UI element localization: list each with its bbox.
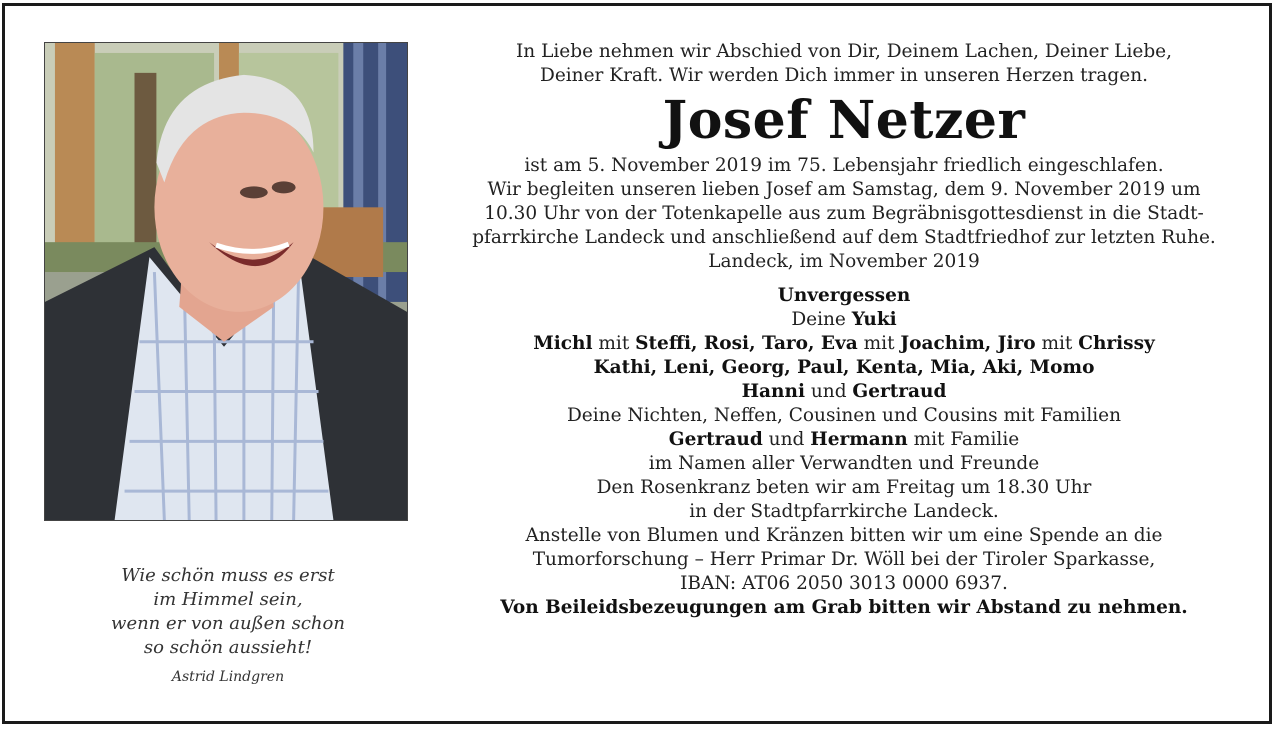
portrait-illustration [45,43,407,520]
mourner-name: Steffi, Rosi, Taro, Eva [635,333,858,354]
donation-line: Tumorforschung – Herr Primar Dr. Wöll bei der Tiroler Sparkasse, [532,549,1156,570]
intro-line: In Liebe nehmen wir Abschied von Dir, Deinem Lachen, Deiner Liebe, [515,41,1173,62]
mourner-name: Chrissy [1078,333,1155,354]
mourner-text: und [804,381,853,402]
mourner-text: mit [857,333,901,354]
mourners-list [446,284,1242,476]
mourner-text: im Namen aller Verwandten und Freunde [648,453,1040,474]
portrait-photo [44,42,408,521]
place-date: Landeck, im November 2019 [708,251,980,272]
rosary-info [446,476,1242,524]
quote-author: Astrid Lindgren [171,669,285,685]
funeral-line: Wir begleiten unseren lieben Josef am Samstag, dem 9. November 2019 um [487,179,1201,200]
mourner-name: Michl [533,333,593,354]
quote-line: im Himmel sein, [153,589,303,610]
mourners-heading: Unvergessen [777,285,911,306]
donation-info [446,524,1242,596]
death-notice: ist am 5. November 2019 im 75. Lebensjahr friedlich eingeschlafen. [524,155,1164,176]
closing-note: Von Beileidsbezeugungen am Grab bitten wir Abstand zu nehmen. [500,597,1188,618]
deceased-name: Josef Netzer [662,90,1026,151]
mourner-name: Hermann [810,429,908,450]
donation-line: Anstelle von Blumen und Kränzen bitten wir um eine Spende an die [525,525,1163,546]
quote-line: Wie schön muss es erst [121,565,335,586]
rosary-line: Den Rosenkranz beten wir am Freitag um 18.30 Uhr [596,477,1092,498]
rosary-line: in der Stadtpfarrkirche Landeck. [689,501,999,522]
intro-text [446,40,1242,88]
intro-line: Deiner Kraft. Wir werden Dich immer in unseren Herzen tragen. [539,65,1149,86]
mourner-name: Joachim, Jiro [900,333,1036,354]
funeral-line: 10.30 Uhr von der Totenkapelle aus zum Begräbnisgottesdienst in die Stadt- [484,203,1204,224]
quote-block [44,564,412,686]
funeral-line: pfarrkirche Landeck und anschließend auf dem Stadtfriedhof zur letzten Ruhe. [472,227,1216,248]
funeral-details [446,178,1242,250]
mourner-text: und [762,429,811,450]
quote-line: wenn er von außen schon [111,613,345,634]
mourner-name: Gertraud [668,429,763,450]
mourner-text: Deine Nichten, Neffen, Cousinen und Cousins mit Familien [566,405,1122,426]
mourner-name: Yuki [851,309,897,330]
mourner-name: Hanni [741,381,805,402]
quote-line: so schön aussieht! [143,637,313,658]
mourner-text: mit [592,333,636,354]
mourner-text: mit Familie [907,429,1020,450]
mourner-name: Kathi, Leni, Georg, Paul, Kenta, Mia, Aki, Momo [593,357,1095,378]
obituary-text [446,40,1242,620]
mourner-name: Gertraud [852,381,947,402]
mourner-text: Deine [791,309,852,330]
donation-line: IBAN: AT06 2050 3013 0000 6937. [680,573,1008,594]
mourner-text: mit [1035,333,1079,354]
